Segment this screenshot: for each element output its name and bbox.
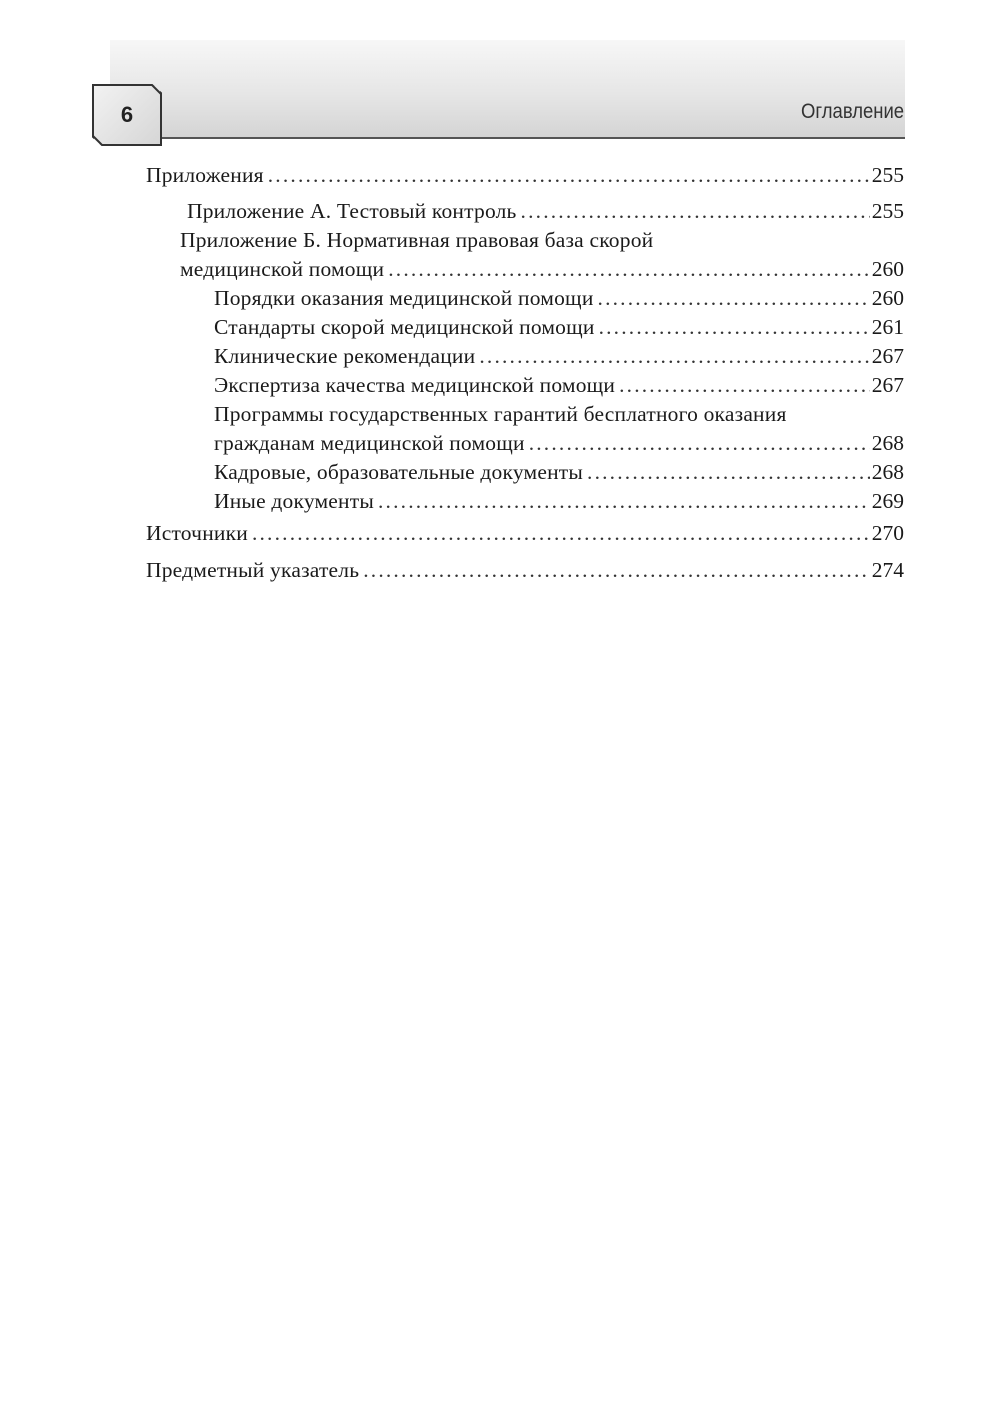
toc-leader-dots [268,161,870,190]
toc-entry-subject-index[interactable] [146,556,904,585]
toc-leader-dots [521,197,870,226]
toc-page-number: 268 [871,431,904,455]
toc-entry-appendices[interactable] [146,161,904,190]
header-rule [150,137,905,139]
toc-entry-personnel[interactable] [214,458,904,487]
toc-entry-text: Предметный указатель [146,558,360,582]
toc-page-number: 260 [871,257,904,281]
toc-entry-appendix-b-line1[interactable]: Приложение Б. Нормативная правовая база скорой [180,228,654,252]
toc-leader-dots [252,519,870,548]
toc-leader-dots [363,556,870,585]
toc-page-number: 260 [871,286,904,310]
toc-leader-dots [599,313,870,342]
toc-entry-text: Приложения [146,163,264,187]
toc-entry-text: Источники [146,521,248,545]
toc-page-number: 261 [871,315,904,339]
toc-entry-text: Клинические рекомендации [214,344,476,368]
toc-entry-appendix-b[interactable] [180,255,904,284]
toc-page-number: 274 [871,558,904,582]
toc-entry-text: медицинской помощи [180,257,385,281]
toc-page-number: 255 [871,199,904,223]
page-number: 6 [120,102,134,127]
toc-entry-text: гражданам медицинской помощи [214,431,525,455]
running-title: Оглавление [800,100,904,123]
toc-page-number: 268 [871,460,904,484]
toc-entry-appendix-a[interactable] [187,197,904,226]
toc-leader-dots [587,458,870,487]
toc-page-number: 255 [871,163,904,187]
toc-entry-programs-line1[interactable]: Программы государственных гарантий бесплатного оказания [214,402,787,426]
toc-entry-text: Стандарты скорой медицинской помощи [214,315,595,339]
toc-entry-text: Порядки оказания медицинской помощи [214,286,594,310]
toc-entry-text: Кадровые, образовательные документы [214,460,584,484]
toc-entry-text: Иные документы [214,489,374,513]
toc-page-number: 267 [871,344,904,368]
toc-entry-text: Экспертиза качества медицинской помощи [214,373,616,397]
toc-entry-sources[interactable] [146,519,904,548]
toc-entry-quality[interactable] [214,371,904,400]
toc-entry-procedures[interactable] [214,284,904,313]
toc-leader-dots [598,284,870,313]
toc-entry-text: Приложение А. Тестовый контроль [187,199,517,223]
toc-entry-standards[interactable] [214,313,904,342]
toc-entry-other-docs[interactable] [214,487,904,516]
toc-page-number: 269 [871,489,904,513]
toc-leader-dots [619,371,870,400]
toc-page-number: 267 [871,373,904,397]
toc-entry-guidelines[interactable] [214,342,904,371]
toc-page-number: 270 [871,521,904,545]
toc-leader-dots [479,342,869,371]
toc-leader-dots [529,429,870,458]
toc-entry-programs[interactable] [214,429,904,458]
header-band [110,40,905,138]
toc-leader-dots [378,487,870,516]
toc-leader-dots [388,255,870,284]
